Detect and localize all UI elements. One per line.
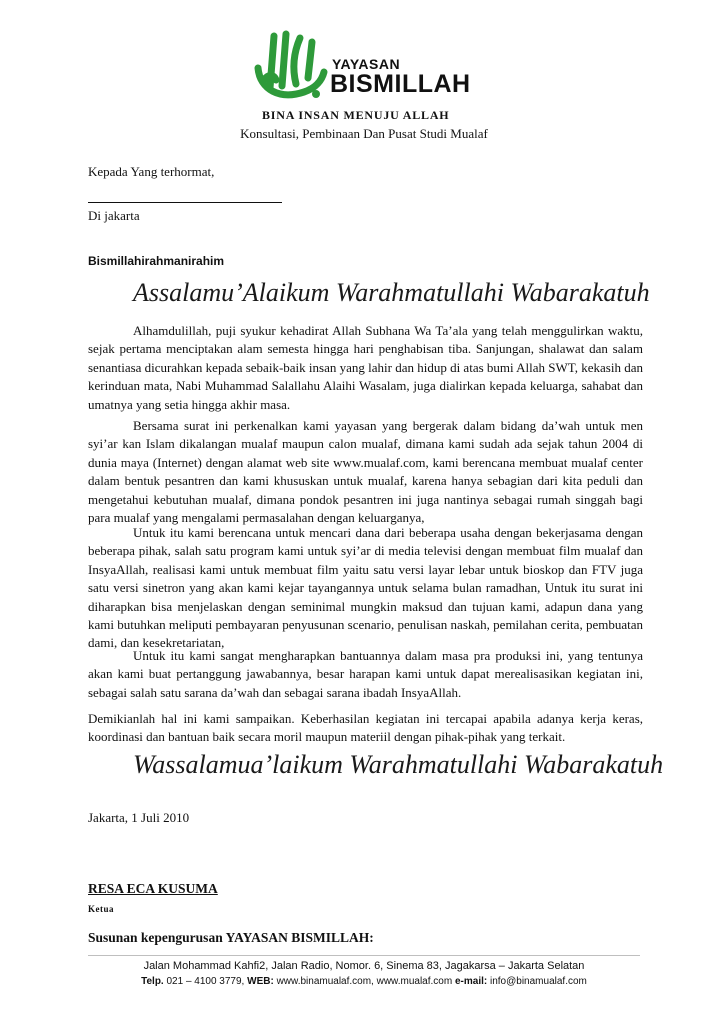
closing-greeting: Wassalamua’laikum Warahmatullahi Wabarakatuh — [133, 750, 664, 779]
footer-divider — [88, 955, 640, 956]
paragraph-2: Bersama surat ini perkenalkan kami yayasan yang bergerak dalam bidang da’wah untuk men syi’ar kan Islam dikalangan mualaf maupun calon mualaf, dimana kami sudah ada sejak tahun 2004 di dunia maya (Internet) dengan alamat web site www.mualaf.com, kami berencana membuat mualaf center dalam bentuk pesantren dan kami khususkan untuk mualaf, karena hanya sebagian dari kita peduli dan mengetahui kebutuhan mualaf, dimana pondok pesantren ini juga nantinya sebagai rumah singgah bagi para mualaf yang mengalami permasalahan dengan keluarganya, — [88, 418, 643, 526]
paragraph-3: Untuk itu kami berencana untuk mencari dana dari beberapa usaha dengan bekerjasama dengan beberapa pihak, salah satu program kami untuk syi’ar di media televisi dengan membuat film mualaf dan InsyaAllah, realisasi kami untuk membuat film yaitu satu versi layar lebar untuk bioskop dan FTV juga satu versi sinetron yang akan kami kejar tayangannya untuk selama bulan ramadhan, Untuk itu surat ini diharapkan bisa menjelaskan dengan seminimal mungkin maksud dan tujuan kami, adapun dana yang kami butuhkan meliputi pembayaran penyusunan scenario, penulisan naskah, pemilahan cerita, pembuatan dami, dan kesekretariatan, — [88, 525, 643, 651]
board-heading: Susunan kepengurusan YAYASAN BISMILLAH: — [88, 930, 374, 945]
email-label: e-mail: — [454, 976, 488, 987]
bismillah-calligraphy-logo — [250, 28, 330, 108]
recipient-location: Di jakarta — [88, 208, 140, 223]
salutation: Kepada Yang terhormat, — [88, 164, 215, 179]
signer-title: Ketua — [88, 904, 114, 914]
tel-value: 021 – 4100 3779, — [166, 976, 245, 987]
recipient-name-blank-line — [88, 202, 282, 203]
paragraph-5: Demikianlah hal ini kami sampaikan. Keberhasilan kegiatan ini tercapai apabila adanya kerja keras, koordinasi dan bantuan baik secara moril maupun materiil dengan pihak-pihak yang terkait. — [88, 711, 643, 745]
org-prefix: YAYASAN — [332, 56, 401, 72]
footer-address: Jalan Mohammad Kahfi2, Jalan Radio, Nomor. 6, Sinema 83, Jagakarsa – Jakarta Selatan — [143, 960, 585, 972]
bismillah: Bismillahirahmanirahim — [88, 254, 225, 268]
tagline: BINA INSAN MENUJU ALLAH — [262, 108, 450, 122]
web-label: WEB: — [247, 976, 274, 987]
subtitle: Konsultasi, Pembinaan Dan Pusat Studi Mualaf — [240, 126, 488, 141]
email-value: info@binamualaf.com — [490, 976, 587, 987]
paragraph-1: Alhamdulillah, puji syukur kehadirat Allah Subhana Wa Ta’ala yang telah menggulirkan waktu, sejak pertama menciptakan alam semesta hingga hari penghabisan tiba. Sanjungan, shalawat dan salam senantiasa dicurahkan kepada sebaik-baik insan yang lahir dan hidup di atas bumi Allah SWT, kekasih dan kerinduan mata, Nabi Muhammad Salallahu Alaihi Wasalam, juga dialirkan kepada keluarga, sahabat dan umatnya yang setia hingga akhir masa. — [88, 323, 643, 412]
web-value: www.binamualaf.com, www.mualaf.com — [276, 976, 453, 987]
tel-label: Telp. — [141, 976, 164, 987]
org-name: BISMILLAH — [330, 70, 471, 98]
letter-date: Jakarta, 1 Juli 2010 — [88, 810, 190, 825]
opening-greeting: Assalamu’Alaikum Warahmatullahi Wabarakatuh — [133, 278, 650, 307]
signer-name: RESA ECA KUSUMA — [88, 881, 218, 896]
paragraph-4: Untuk itu kami sangat mengharapkan bantuannya dalam masa pra produksi ini, yang tentunya akan kami buat pertanggung jawabannya, besar harapan kami untuk dapat merealisasikan kegiatan ini, sebagai salah satu sarana da’wah dan sebagai sarana ibadah InsyaAllah. — [88, 648, 643, 700]
footer-contact — [0, 976, 728, 987]
